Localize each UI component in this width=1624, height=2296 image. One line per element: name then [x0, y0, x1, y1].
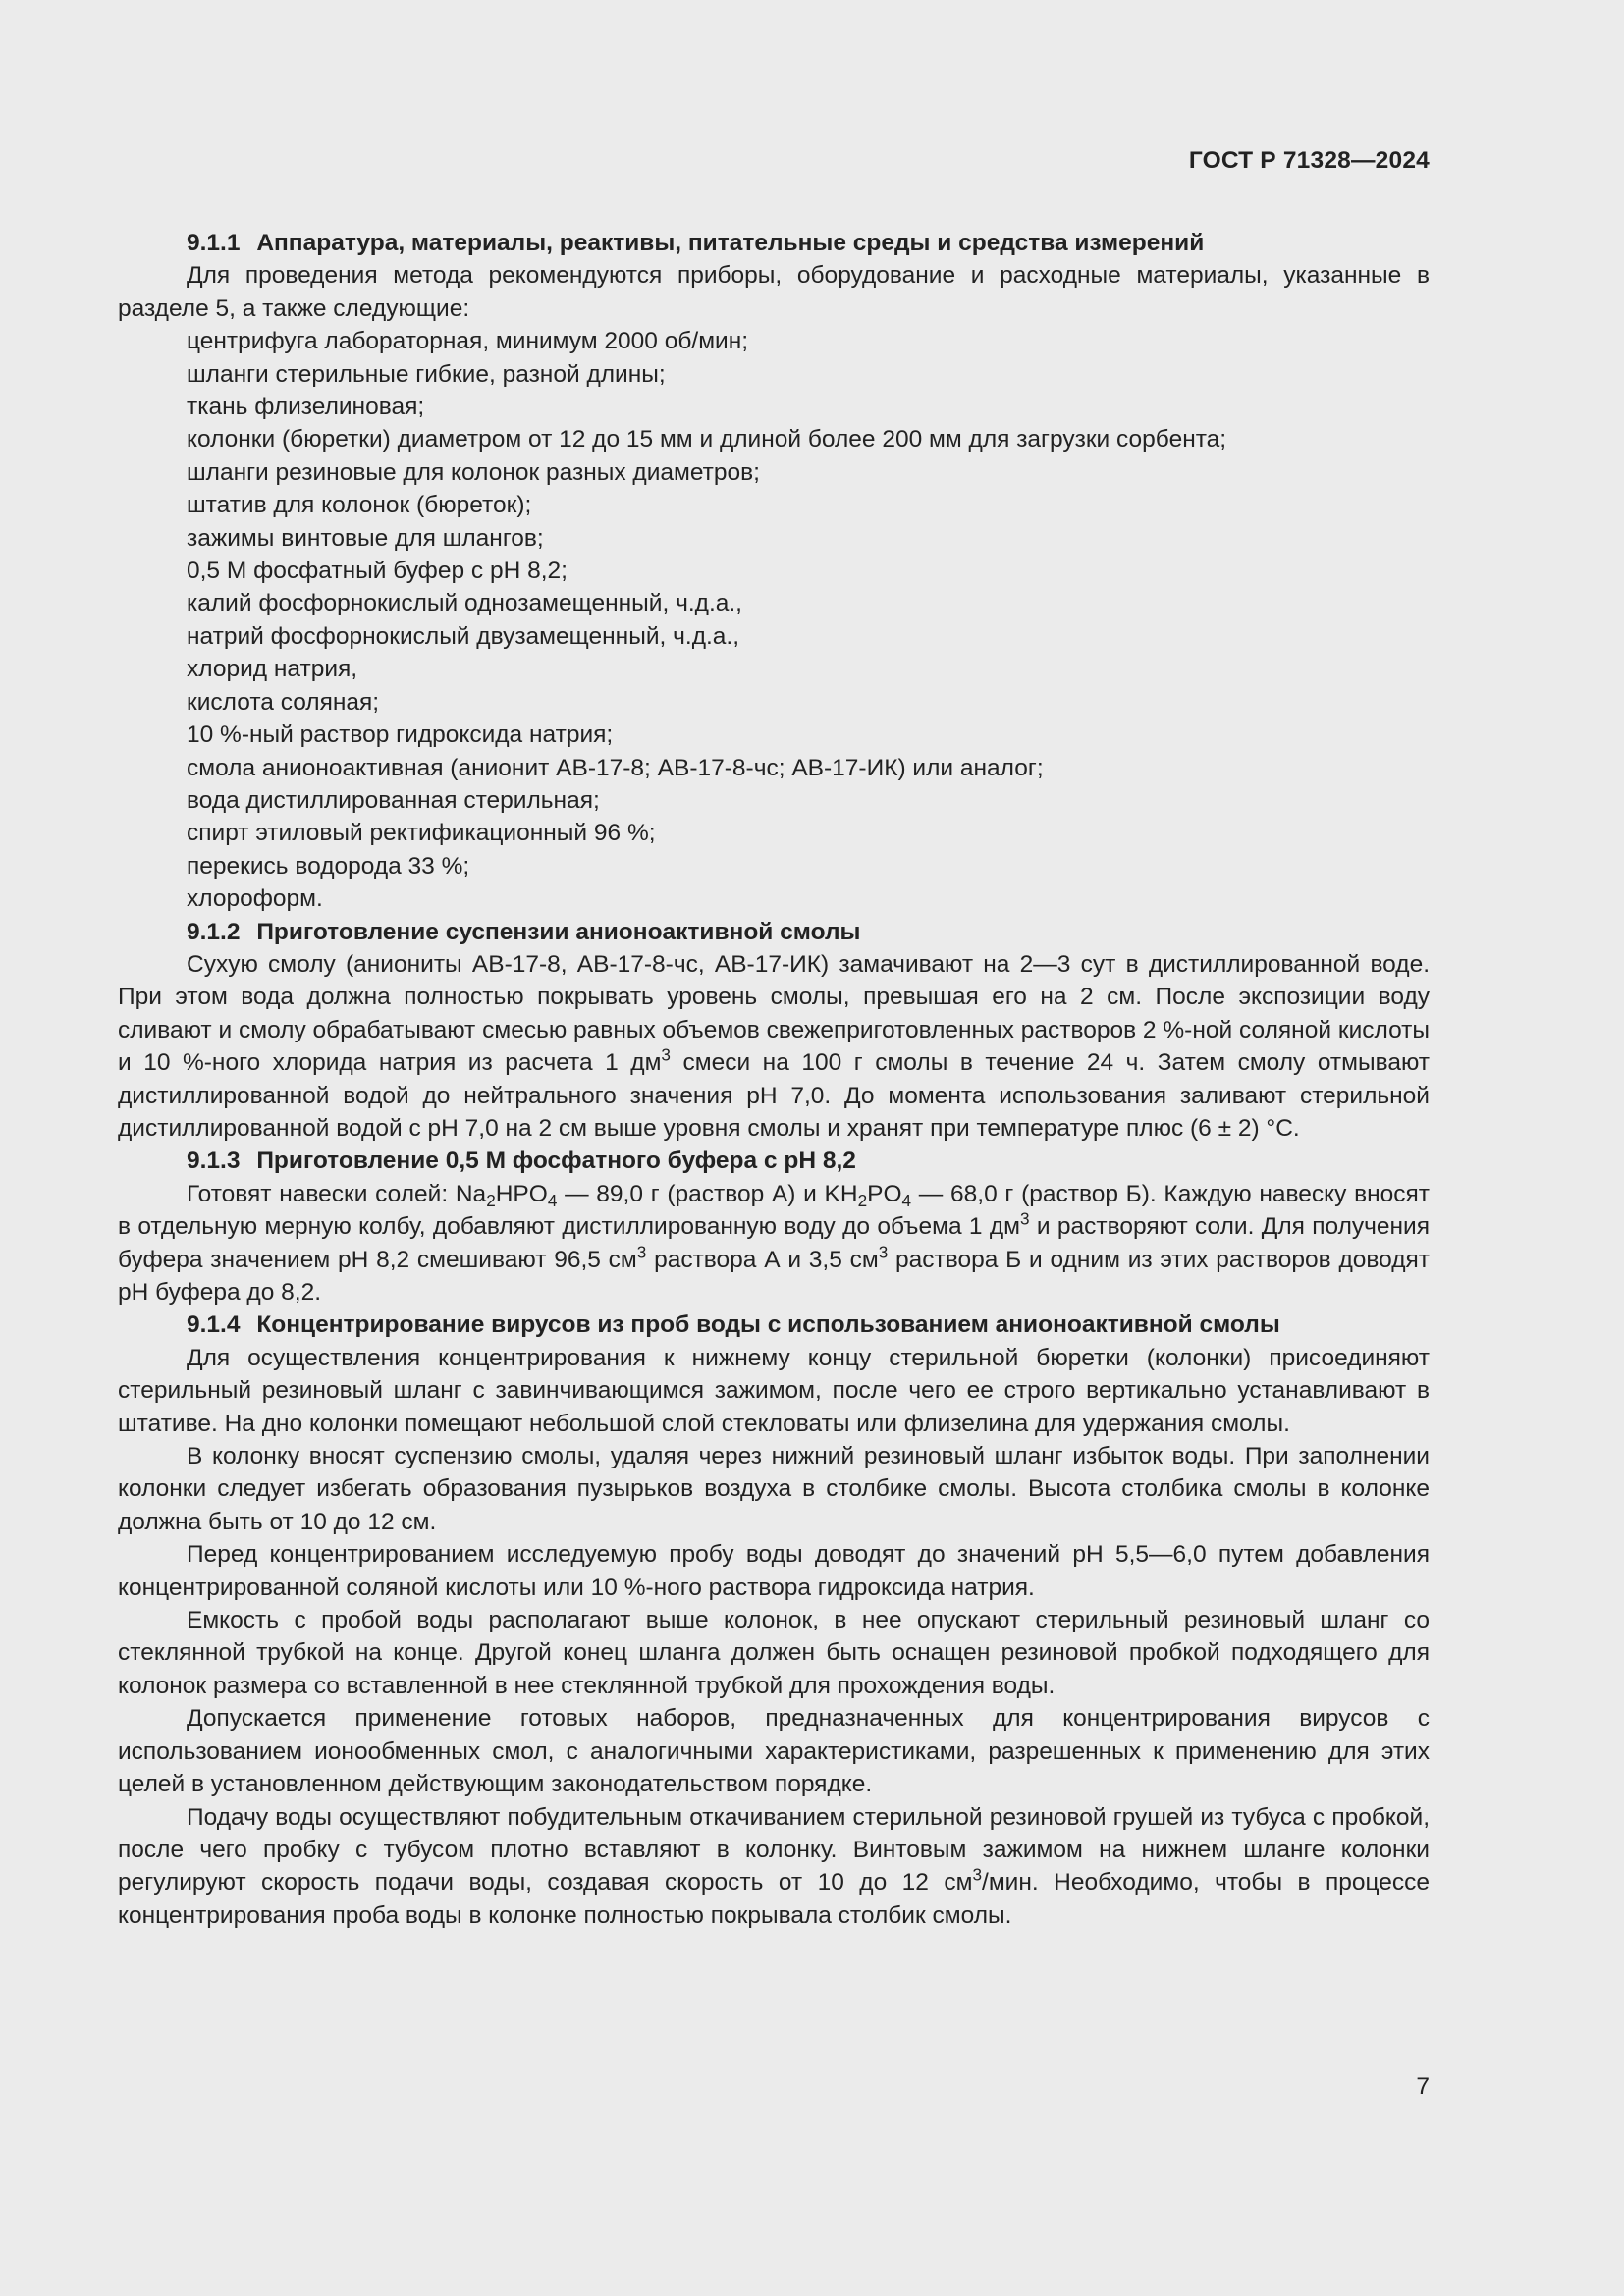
section-number: 9.1.4	[187, 1311, 241, 1339]
text-run: HPO	[495, 1180, 548, 1207]
text-run: смеси на 100 г смолы в течение 24 ч. Затем смолу отмывают дистиллированной водой до нейтрального значения рН 7,0. До момента использования заливают стерильной дистиллированной водой с рН 7,0 на 2 см выше уровня смолы и хранят при температуре плюс (6 ± 2) °С.	[118, 1049, 1431, 1142]
text-run: /мин. Необходимо, чтобы в процессе концентрирования проба воды в колонке полностью покрывала столбик смолы.	[118, 1869, 1431, 1929]
paragraph: Для осуществления концентрирования к нижнему концу стерильной бюретки (колонки) присоединяют стерильный резиновый шланг с завинчивающимся зажимом, после чего ее строго вертикально устанавливают в штативе. На дно колонки помещают небольшой слой стекловаты или флизелина для удержания смолы.	[118, 1344, 1430, 1437]
paragraph: В колонку вносят суспензию смолы, удаляя через нижний резиновый шланг избыток воды. При заполнении колонки следует избегать образования пузырьков воздуха в столбике смолы. Высота столбика смолы в колонке должна быть от 10 до 12 см.	[118, 1443, 1430, 1535]
standard-designation: ГОСТ Р 71328—2024	[1188, 147, 1430, 174]
superscript: 3	[972, 1864, 983, 1885]
paragraph: Перед концентрированием исследуемую пробу воды доводят до значений рН 5,5—6,0 путем добавления концентрированной соляной кислоты или 10 %-ного раствора гидроксида натрия.	[118, 1541, 1430, 1601]
paragraph: Емкость с пробой воды располагают выше колонок, в нее опускают стерильный резиновый шланг со стеклянной трубкой на конце. Другой конец шланга должен быть оснащен резиновой пробкой подходящего для колонок размера со вставленной в нее стеклянной трубкой для прохождения воды.	[118, 1607, 1430, 1699]
document-body	[118, 227, 1430, 1932]
text-run: и растворяют соли. Для получения буфера значением рН 8,2 смешивают 96,5 см	[118, 1213, 1431, 1273]
page-number: 7	[1416, 2073, 1430, 2100]
list-item: перекись водорода 33 %;	[187, 852, 470, 880]
list-item: шланги резиновые для колонок разных диаметров;	[187, 458, 760, 486]
text-run: Готовят навески солей: Na	[187, 1180, 487, 1207]
paragraph	[118, 1178, 1430, 1309]
subscript: 4	[547, 1190, 558, 1210]
section-number: 9.1.1	[187, 230, 241, 256]
list-item: спирт этиловый ректификационный 96 %;	[187, 820, 656, 847]
section-heading-9-1-1	[118, 227, 1430, 259]
list-item: смола анионоактивная (анионит АВ-17-8; АВ-17-8-чс; АВ-17-ИК) или аналог;	[187, 754, 1044, 781]
subscript: 2	[857, 1190, 868, 1210]
section-title: Аппаратура, материалы, реактивы, питательные среды и средства измерений	[256, 230, 1205, 256]
section-heading-9-1-3	[118, 1145, 1430, 1177]
text-run: — 89,0 г (раствор А) и KH	[557, 1180, 858, 1207]
section-title: Приготовление 0,5 М фосфатного буфера с рН 8,2	[256, 1148, 856, 1175]
list-item: штатив для колонок (бюреток);	[187, 492, 532, 519]
list-item: хлорид натрия,	[187, 656, 358, 683]
list-item: 0,5 М фосфатный буфер с рН 8,2;	[187, 558, 568, 585]
paragraph: Для проведения метода рекомендуются приборы, оборудование и расходные материалы, указанные в разделе 5, а также следующие:	[118, 262, 1430, 322]
section-heading-9-1-4	[118, 1308, 1430, 1341]
list-item: вода дистиллированная стерильная;	[187, 786, 600, 814]
subscript: 2	[486, 1190, 496, 1210]
text-run: PO	[867, 1180, 902, 1207]
list-item: зажимы винтовые для шлангов;	[187, 524, 544, 552]
section-title: Приготовление суспензии анионоактивной смолы	[256, 918, 861, 945]
list-item: 10 %-ный раствор гидроксида натрия;	[187, 721, 614, 749]
materials-list	[118, 325, 1430, 915]
text-run: Подачу воды осуществляют побудительным откачиванием стерильной резиновой грушей из тубуса с пробкой, после чего пробку с тубусом плотно вставляют в колонку. Винтовым зажимом на нижнем шланге колонки регулируют скорость подачи воды, создавая скорость от 10 до 12 см	[118, 1803, 1430, 1896]
section-number: 9.1.3	[187, 1148, 241, 1175]
text-run: Сухую смолу (аниониты АВ-17-8, АВ-17-8-чс, АВ-17-ИК) замачивают на 2—3 сут в дистиллированной воде. При этом вода должна полностью покрывать уровень смолы, превышая его на 2 см. После экспозиции воду сливают и смолу обрабатывают смесью равных объемов свежеприготовленных растворов 2 %-ной соляной кислоты и 10 %-ного хлорида натрия из расчета 1 дм	[118, 950, 1430, 1077]
superscript: 3	[878, 1242, 889, 1262]
superscript: 3	[636, 1242, 647, 1262]
paragraph: Допускается применение готовых наборов, предназначенных для концентрирования вирусов с использованием ионообменных смол, с аналогичными характеристиками, разрешенных к применению для этих целей в установленном действующим законодательством порядке.	[118, 1705, 1430, 1798]
list-item: калий фосфорнокислый однозамещенный, ч.д.а.,	[187, 590, 742, 617]
text-run: раствора А и 3,5 см	[646, 1246, 879, 1273]
paragraph	[118, 1801, 1430, 1933]
superscript: 3	[1020, 1208, 1030, 1229]
list-item: хлороформ.	[187, 885, 323, 913]
superscript: 3	[661, 1044, 671, 1065]
list-item: ткань флизелиновая;	[187, 394, 425, 421]
list-item: шланги стерильные гибкие, разной длины;	[187, 360, 666, 388]
text-run: раствора Б и одним из этих растворов доводят рН буфера до 8,2.	[118, 1246, 1430, 1306]
text-run: — 68,0 г (раствор Б). Каждую навеску вносят в отдельную мерную колбу, добавляют дистиллированную воду до объема 1 дм	[118, 1180, 1430, 1241]
section-number: 9.1.2	[187, 918, 241, 945]
section-title: Концентрирование вирусов из проб воды с использованием анионоактивной смолы	[256, 1311, 1280, 1339]
subscript: 4	[901, 1190, 912, 1210]
section-heading-9-1-2	[118, 916, 1430, 948]
paragraph	[118, 948, 1430, 1145]
list-item: натрий фосфорнокислый двузамещенный, ч.д.а.,	[187, 622, 740, 650]
list-item: колонки (бюретки) диаметром от 12 до 15 мм и длиной более 200 мм для загрузки сорбента;	[187, 426, 1227, 454]
list-item: кислота соляная;	[187, 688, 380, 716]
list-item: центрифуга лабораторная, минимум 2000 об/мин;	[187, 328, 749, 355]
